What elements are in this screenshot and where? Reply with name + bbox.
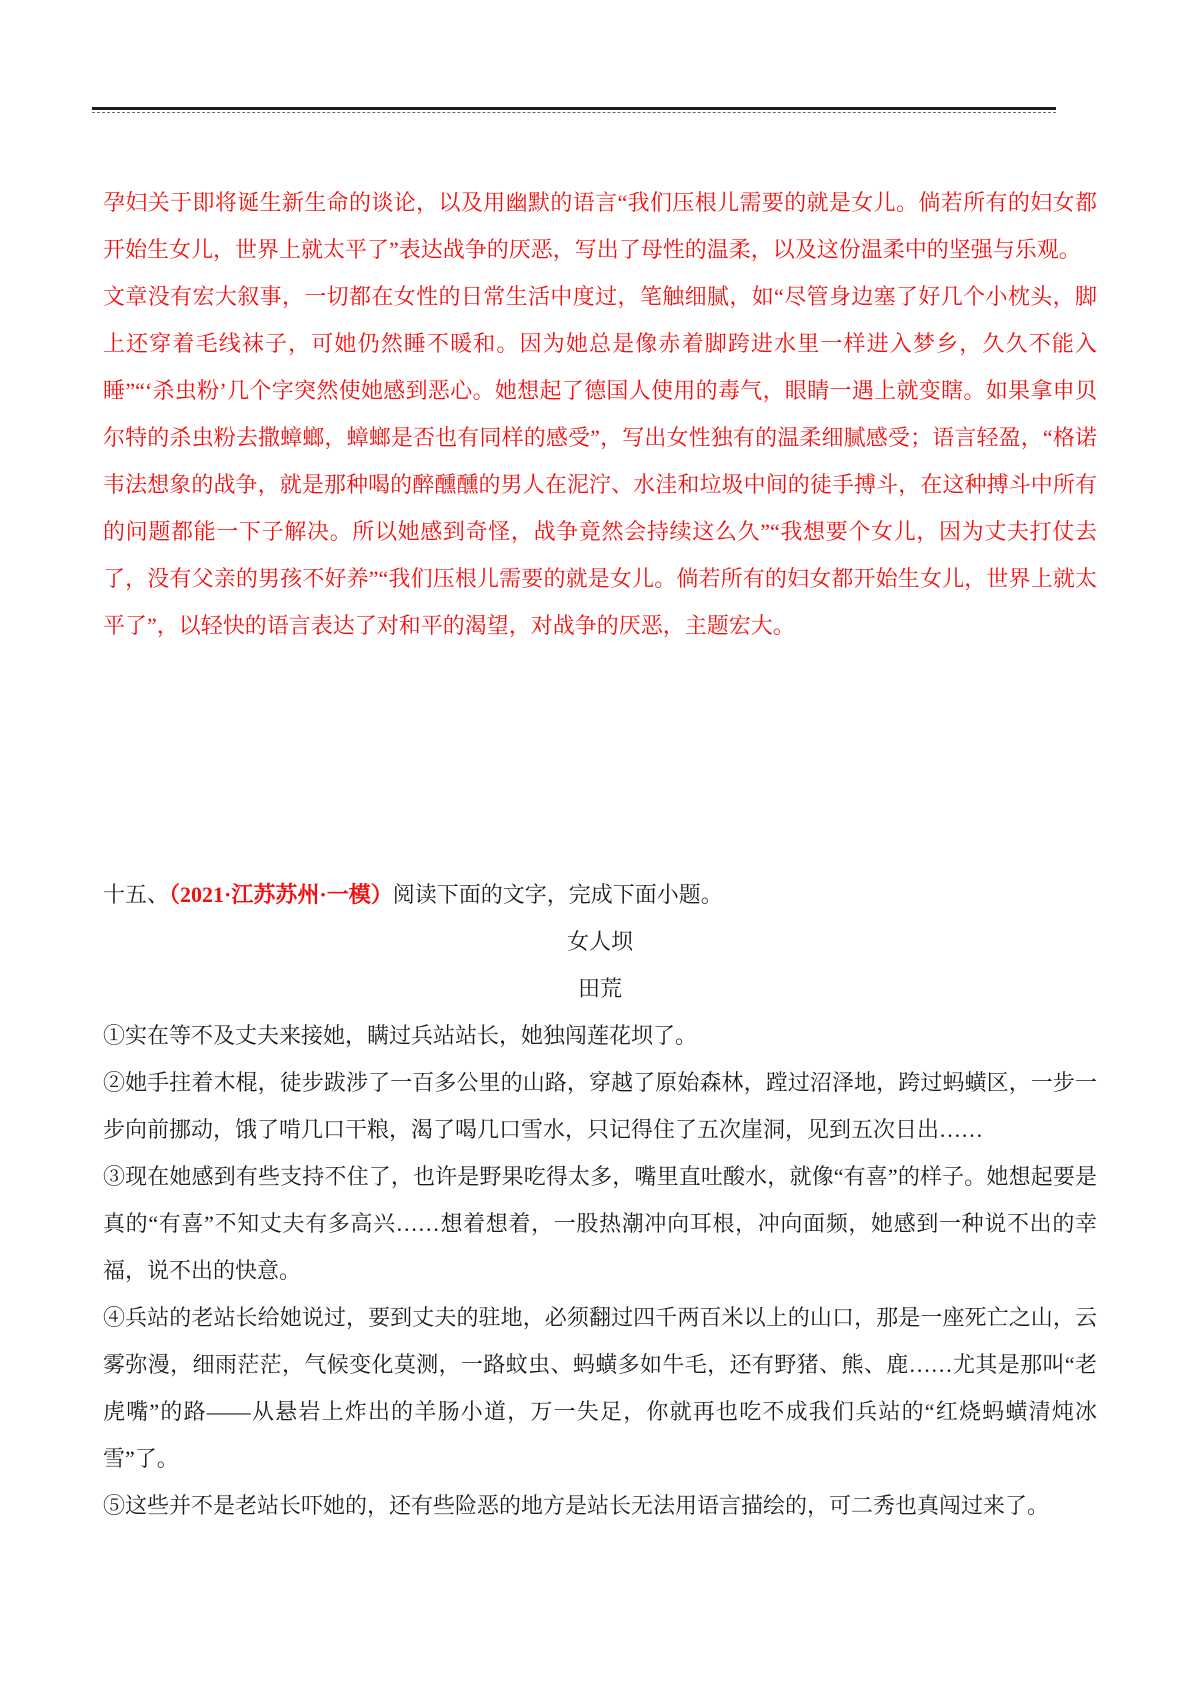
reading-section	[103, 871, 1097, 1529]
passage-paragraph: ④兵站的老站长给她说过，要到丈夫的驻地，必须翻过四千两百米以上的山口，那是一座死亡之山，云雾弥漫，细雨茫茫，气候变化莫测，一路蚊虫、蚂蟥多如牛毛，还有野猪、熊、鹿……尤其是那叫“老虎嘴”的路——从悬岩上炸出的羊肠小道，万一失足，你就再也吃不成我们兵站的“红烧蚂蟥清炖冰雪”了。	[103, 1305, 1097, 1471]
passage-paragraph: ⑤这些并不是老站长吓她的，还有些险恶的地方是站长无法用语言描绘的，可二秀也真闯过来了。	[103, 1493, 1050, 1518]
passage-paragraph: ③现在她感到有些支持不住了，也许是野果吃得太多，嘴里直吐酸水，就像“有喜”的样子。她想起要是真的“有喜”不知丈夫有多高兴……想着想着，一股热潮冲向耳根，冲向面频，她感到一种说不出的幸福，说不出的快意。	[103, 1164, 1097, 1283]
section-instruction: 阅读下面的文字，完成下面小题。	[392, 882, 723, 907]
section-number: 十五、	[103, 882, 170, 907]
commentary-paragraph: 文章没有宏大叙事，一切都在女性的日常生活中度过，笔触细腻，如“尽管身边塞了好几个小枕头，脚上还穿着毛线袜子，可她仍然睡不暖和。因为她总是像赤着脚跨进水里一样进入梦乡，久久不能入睡”“‘杀虫粉’几个字突然使她感到恶心。她想起了德国人使用的毒气，眼睛一遇上就变瞎。如果拿申贝尔特的杀虫粉去撒蟑螂，蟑螂是否也有同样的感受”，写出女性独有的温柔细腻感受；语言轻盈，“格诺韦法想象的战争，就是那种喝的醉醺醺的男人在泥泞、水洼和垃圾中间的徒手搏斗，在这种搏斗中所有的问题都能一下子解决。所以她感到奇怪，战争竟然会持续这么久”“我想要个女儿，因为丈夫打仗去了，没有父亲的男孩不好养”“我们压根儿需要的就是女儿。倘若所有的妇女都开始生女儿，世界上就太平了”，以轻快的语言表达了对和平的渴望，对战争的厌恶，主题宏大。	[103, 284, 1097, 638]
commentary-paragraph: 孕妇关于即将诞生新生命的谈论，以及用幽默的语言“我们压根儿需要的就是女儿。倘若所有的妇女都开始生女儿，世界上就太平了”表达战争的厌恶，写出了母性的温柔，以及这份温柔中的坚强与乐观。	[103, 190, 1097, 262]
header-rule	[92, 107, 1056, 113]
commentary-block	[103, 179, 1097, 649]
passage-paragraph: ②她手拄着木棍，徒步跋涉了一百多公里的山路，穿越了原始森林，蹚过沼泽地，跨过蚂蟥区，一步一步向前挪动，饿了啃几口干粮，渴了喝几口雪水，只记得住了五次崖洞，见到五次日出……	[103, 1070, 1097, 1142]
passage-author: 田荒	[577, 976, 622, 1001]
passage-paragraph: ①实在等不及丈夫来接她，瞒过兵站站长，她独闯莲花坝了。	[103, 1023, 698, 1048]
section-heading	[103, 871, 1097, 918]
passage-title: 女人坝	[566, 929, 633, 954]
exam-source-tag: （2021·江苏苏州·一模）	[169, 882, 393, 907]
